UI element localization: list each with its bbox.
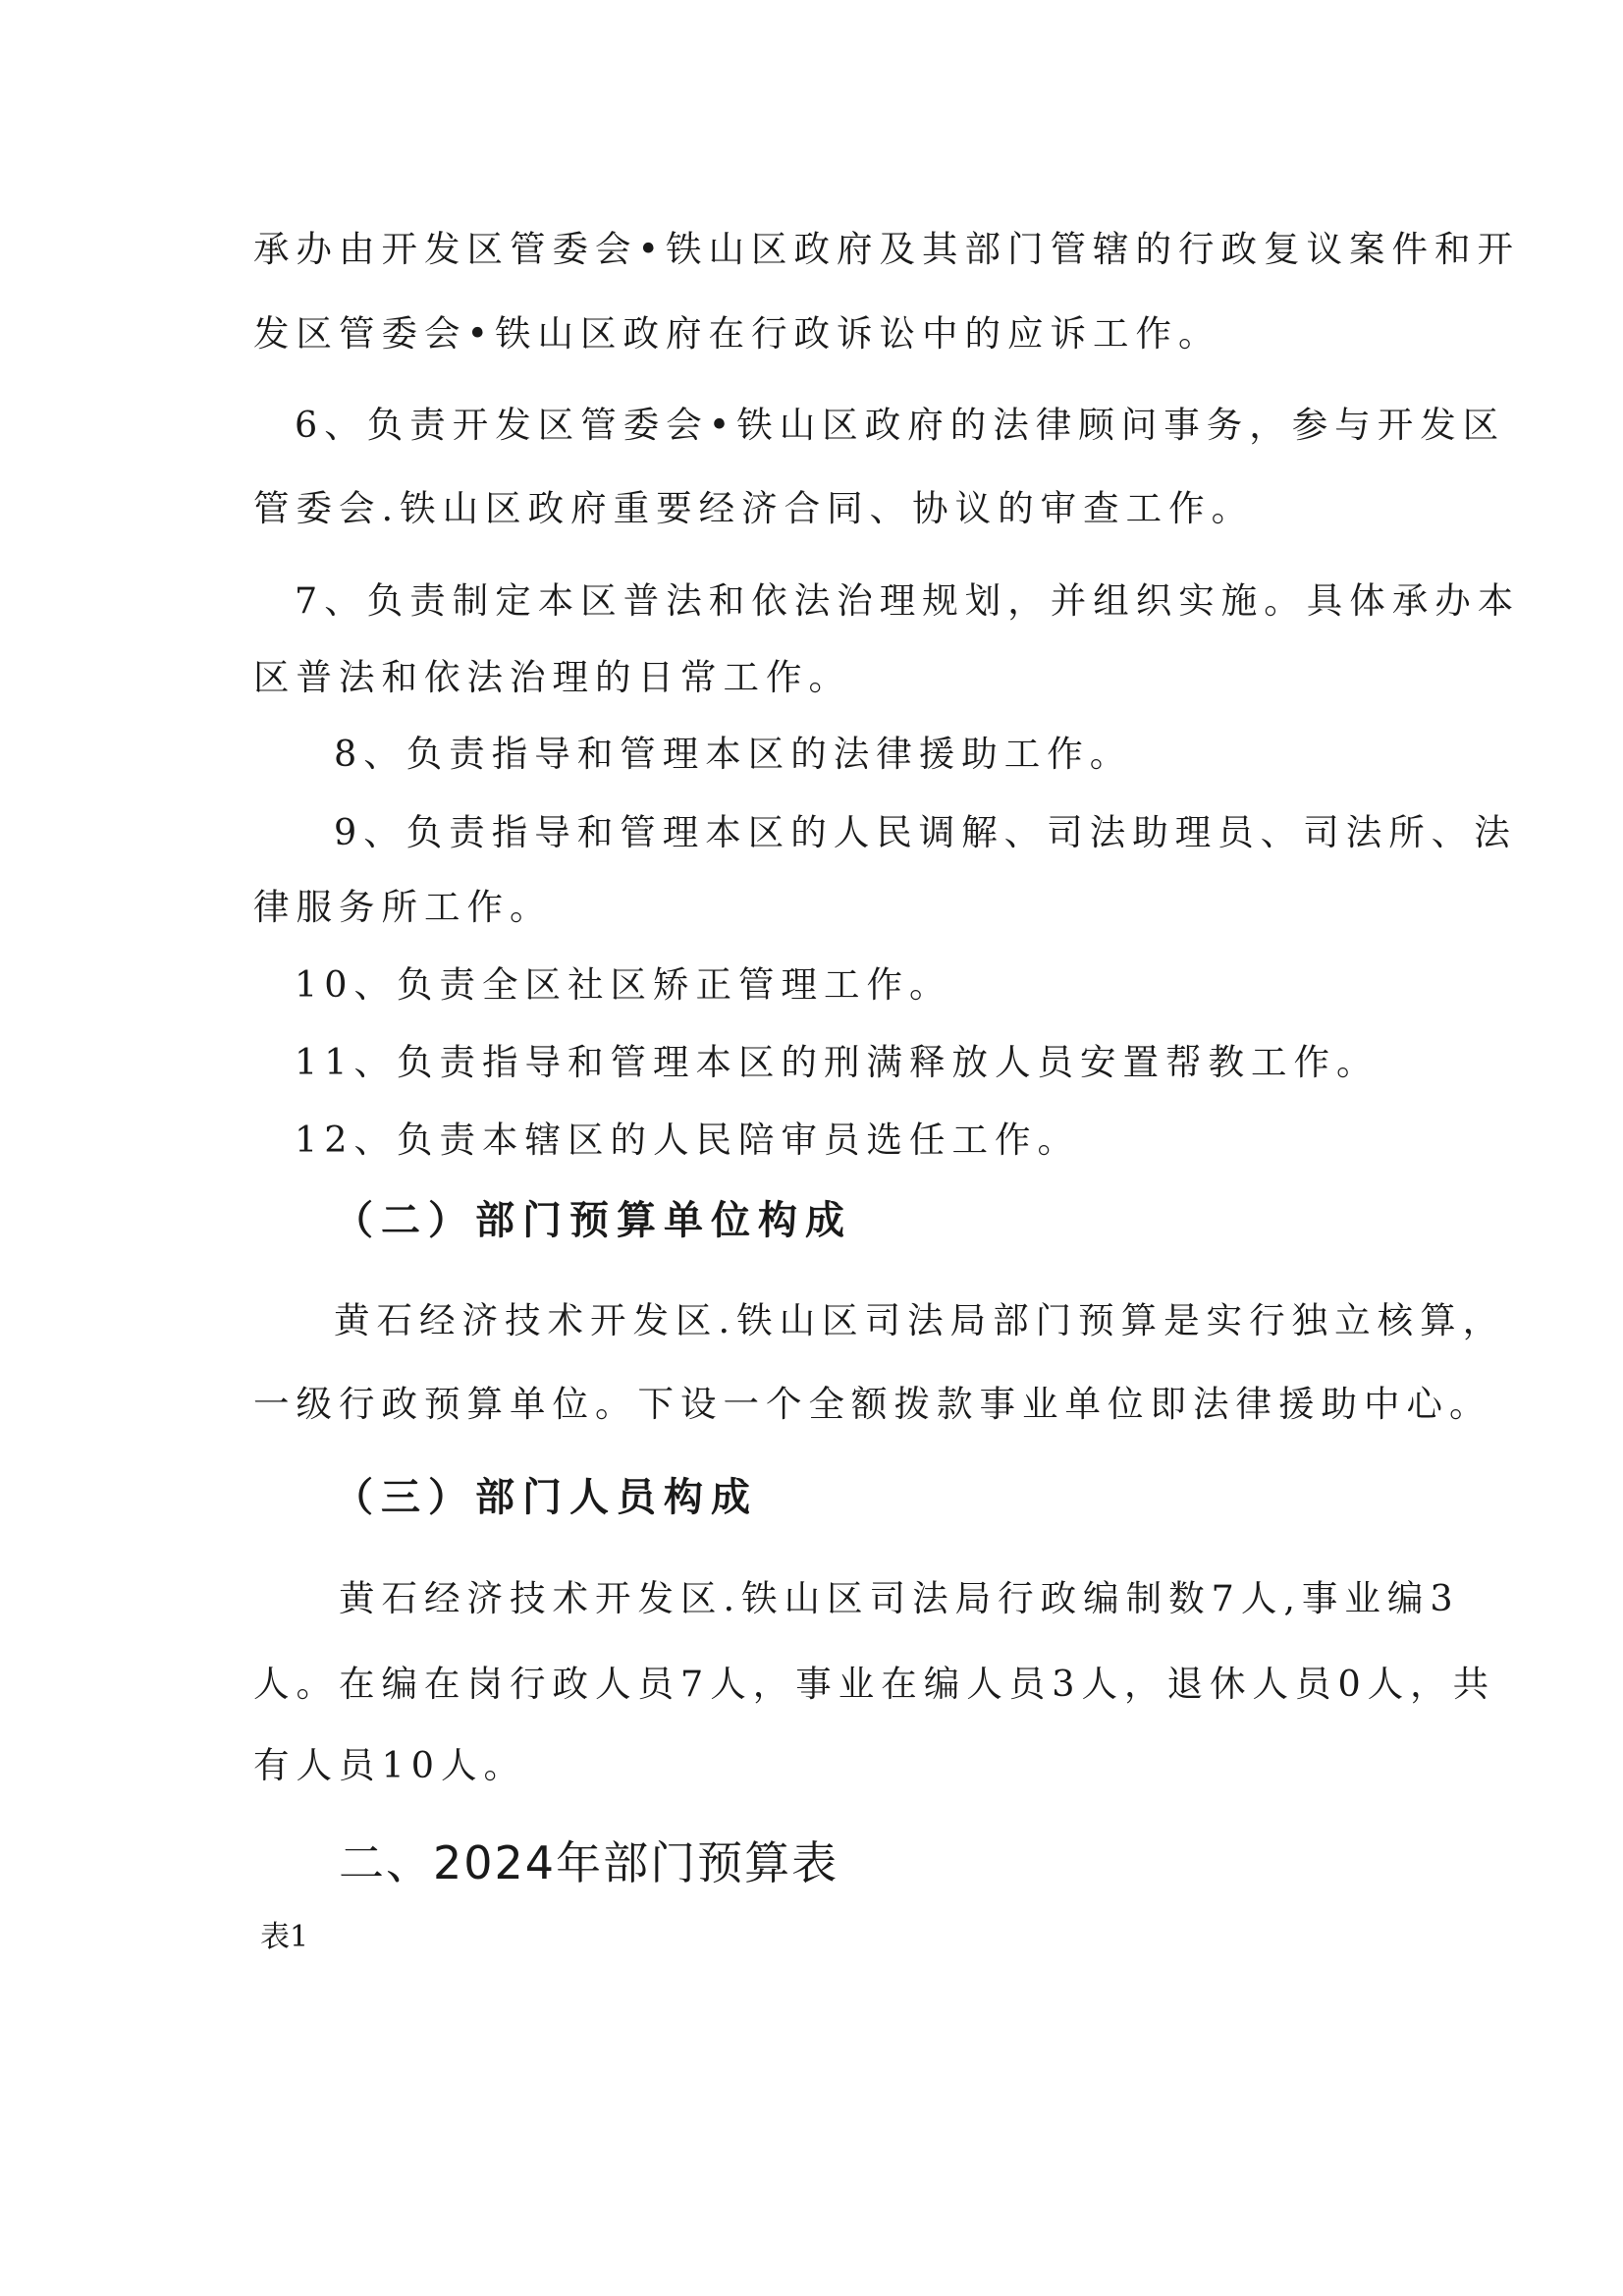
- paragraph-8: 8、负责指导和管理本区的法律援助工作。: [334, 733, 1133, 775]
- paragraph-9-line-2: 律服务所工作。: [253, 886, 553, 928]
- paragraph-9-line-1: 9、负责指导和管理本区的人民调解、司法助理员、司法所、法: [334, 811, 1517, 853]
- section-heading-staff: （三）部门人员构成: [334, 1474, 758, 1520]
- section-heading-budget-units: （二）部门预算单位构成: [334, 1197, 852, 1243]
- paragraph-5-line-1: 承办由开发区管委会•铁山区政府及其部门管辖的行政复议案件和开: [253, 228, 1521, 270]
- staff-line-3: 有人员10人。: [253, 1744, 526, 1786]
- table-label: 表1: [260, 1920, 309, 1954]
- paragraph-11: 11、负责指导和管理本区的刑满释放人员安置帮教工作。: [295, 1041, 1380, 1083]
- paragraph-12: 12、负责本辖区的人民陪审员选任工作。: [295, 1119, 1080, 1161]
- paragraph-7-line-2: 区普法和依法治理的日常工作。: [253, 656, 851, 698]
- paragraph-6-line-2: 管委会.铁山区政府重要经济合同、协议的审查工作。: [253, 487, 1255, 529]
- paragraph-6-line-1: 6、负责开发区管委会•铁山区政府的法律顾问事务，参与开发区: [295, 404, 1506, 446]
- budget-units-line-2: 一级行政预算单位。下设一个全额拨款事业单位即法律援助中心。: [253, 1383, 1492, 1425]
- budget-units-line-1: 黄石经济技术开发区.铁山区司法局部门预算是实行独立核算，: [334, 1299, 1506, 1341]
- paragraph-5-line-2: 发区管委会•铁山区政府在行政诉讼中的应诉工作。: [253, 312, 1221, 355]
- paragraph-10: 10、负责全区社区矫正管理工作。: [295, 963, 952, 1006]
- staff-line-2: 人。在编在岗行政人员7人，事业在编人员3人，退休人员0人，共: [253, 1663, 1496, 1705]
- staff-line-1: 黄石经济技术开发区.铁山区司法局行政编制数7人,事业编3: [339, 1577, 1460, 1619]
- section-heading-budget-table: 二、2024年部门预算表: [339, 1836, 839, 1889]
- paragraph-7-line-1: 7、负责制定本区普法和依法治理规划，并组织实施。具体承办本: [295, 579, 1521, 622]
